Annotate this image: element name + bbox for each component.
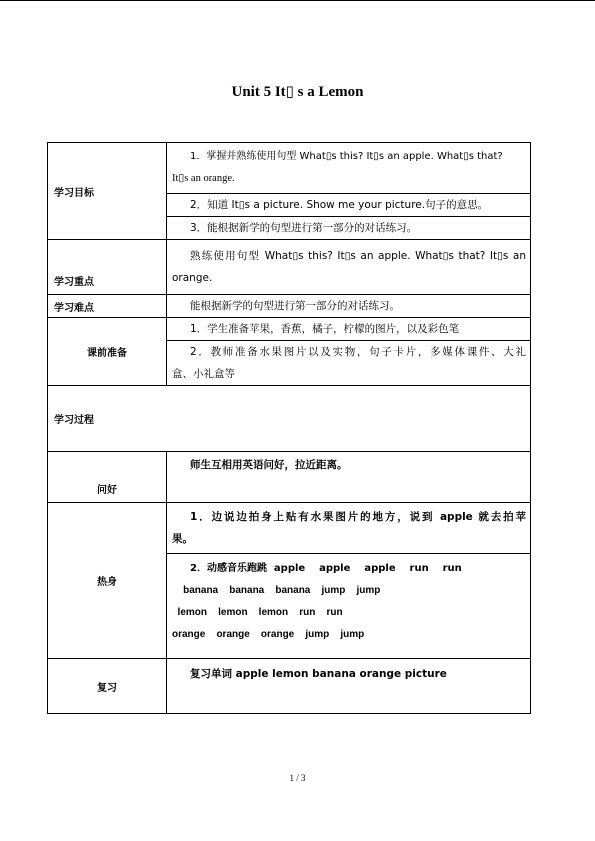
label-key-points: 学习重点 xyxy=(48,240,167,295)
greeting-text: 师生互相用英语问好，拉近距离。 xyxy=(190,459,348,471)
preparation-1-text: 1．学生准备苹果，香蕉，橘子，柠檬的图片，以及彩色笔 xyxy=(190,323,460,335)
warmup-item-1 xyxy=(167,503,531,554)
difficulties-text: 能根据新学的句型进行第一部分的对话练习。 xyxy=(190,300,400,312)
objective-item-2 xyxy=(167,194,531,217)
label-review: 复习 xyxy=(48,659,167,714)
label-preparation: 课前准备 xyxy=(48,318,167,386)
review-text: 复习单词 apple lemon banana orange picture xyxy=(190,668,447,680)
difficulties-content xyxy=(167,295,531,318)
table-row-review xyxy=(48,659,531,714)
table-row-greeting xyxy=(48,452,531,503)
key-points-line2: orange. xyxy=(172,272,213,284)
objective-3-text: 3．能根据新学的句型进行第一部分的对话练习。 xyxy=(190,222,418,234)
table-row-warmup xyxy=(48,503,531,554)
warmup-1-line1: 1．边说边拍身上贴有水果图片的地方，说到 apple 就去拍苹 xyxy=(190,511,526,523)
label-difficulties: 学习难点 xyxy=(48,295,167,318)
warmup-song-line2: banana banana banana jump jump xyxy=(172,585,381,596)
label-warmup: 热身 xyxy=(48,503,167,659)
table-row-preparation xyxy=(48,318,531,341)
lesson-plan-table xyxy=(47,142,531,714)
label-greeting: 问好 xyxy=(48,452,167,503)
table-row-objectives xyxy=(48,143,531,194)
objective-item-3 xyxy=(167,217,531,240)
table-row-process xyxy=(48,386,531,452)
objective-item-1 xyxy=(167,143,531,194)
table-row-difficulties xyxy=(48,295,531,318)
warmup-song-line4: orange orange orange jump jump xyxy=(172,629,365,640)
warmup-item-2 xyxy=(167,554,531,659)
preparation-2-line1: 2．教师准备水果图片以及实物，句子卡片，多媒体课件、大礼 xyxy=(190,346,526,358)
key-points-content xyxy=(167,240,531,295)
preparation-item-2 xyxy=(167,341,531,386)
key-points-line1: 熟练使用句型 What▯s this? It▯s an apple. What▯s that? It▯s an xyxy=(190,250,526,262)
objective-1-line1: 1．掌握并熟练使用句型 What▯s this? It▯s an apple. What▯s that? xyxy=(190,151,503,162)
warmup-song-line3: lemon lemon lemon run run xyxy=(172,607,343,618)
warmup-1-line2: 果。 xyxy=(172,533,193,545)
preparation-item-1 xyxy=(167,318,531,341)
label-process: 学习过程 xyxy=(48,386,531,452)
table-row-key-points xyxy=(48,240,531,295)
objective-2-text: 2．知道 It▯s a picture. Show me your picture.句子的意思。 xyxy=(190,199,489,211)
objective-1-line2: It▯s an orange. xyxy=(172,173,235,184)
label-objectives: 学习目标 xyxy=(48,143,167,240)
review-content xyxy=(167,659,531,714)
page-number: 1 / 3 xyxy=(289,773,306,783)
page-top-rule xyxy=(0,0,595,1)
greeting-content xyxy=(167,452,531,503)
warmup-song-line1: 2．动感音乐跑跳 apple apple apple run run xyxy=(190,563,462,574)
preparation-2-line2: 盒、小礼盒等 xyxy=(172,368,235,380)
document-title: Unit 5 It▯ s a Lemon xyxy=(231,84,364,100)
